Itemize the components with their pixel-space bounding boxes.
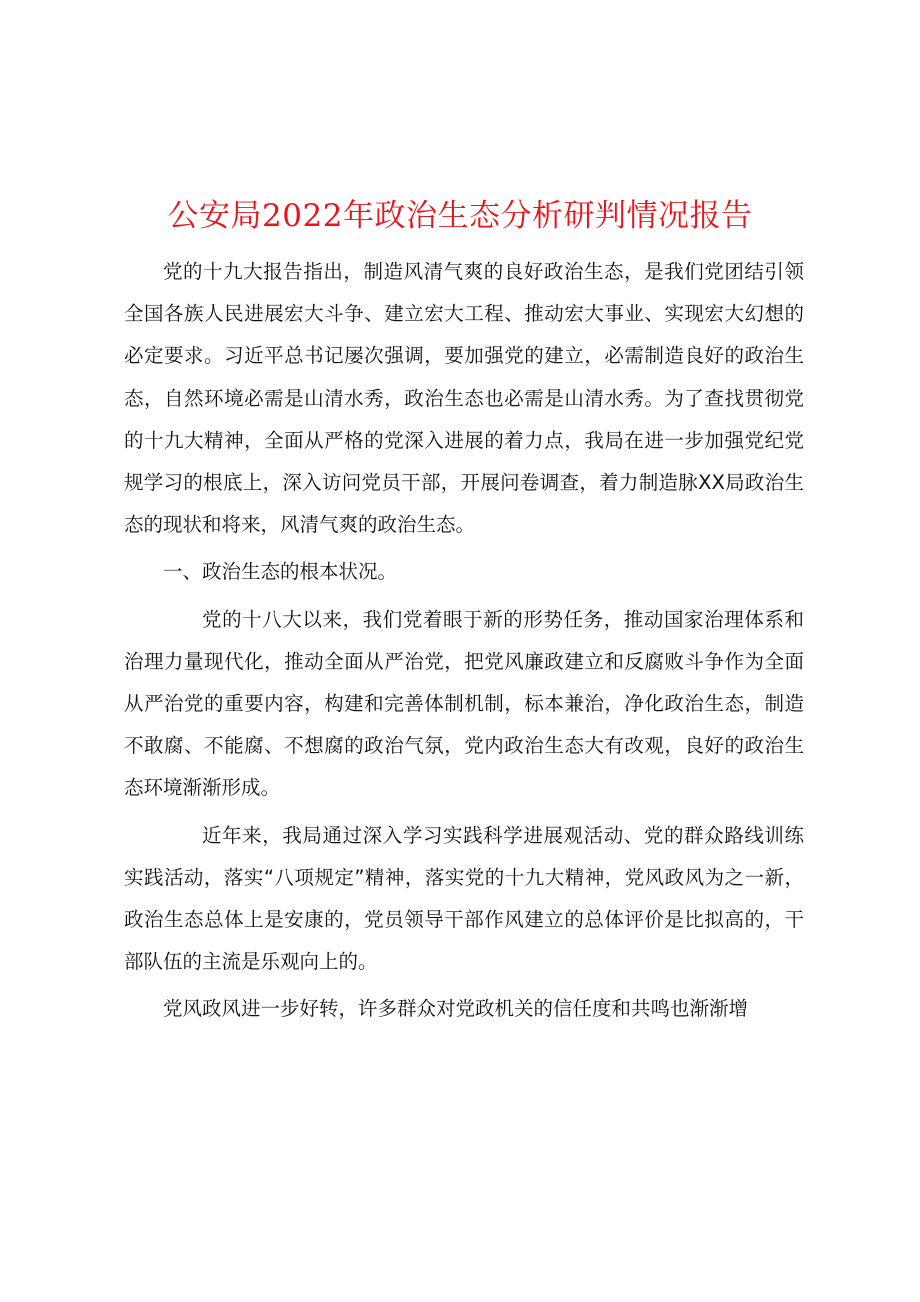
paragraph-intro: 党的十九大报告指出，制造风清气爽的良好政治生态，是我们党团结引领全国各族人民进展宏大斗争、建立宏大工程、推动宏大事业、实现宏大幻想的必定要求。习近平总书记屡次强调，要加强党的建立，必需制造良好的政治生态，自然环境必需是山清水秀，政治生态也必需是山清水秀。为了查找贯彻党的十九大精神，全面从严格的党深入进展的着力点，我局在进一步加强党纪党规学习的根底上，深入访问党员干部，开展问卷调查，着力制造脉XX局政治生态的现状和将来，风清气爽的政治生态。 [124,260,804,537]
paragraph-eighteenth-congress: 党的十八大以来，我们党着眼于新的形势任务，推动国家治理体系和治理力量现代化，推动全面从严治党，把党风廉政建立和反腐败斗争作为全面从严治党的重要内容，构建和完善体制机制，标本兼治，净化政治生态，制造不敢腐、不能腐、不想腐的政治气氛，党内政治生态大有改观，良好的政治生态环境渐渐形成。 [124,607,804,800]
document-body [124,251,804,1031]
section-heading-1: 一、政治生态的根本状况。 [163,560,398,584]
paragraph-party-style: 党风政风进一步好转，许多群众对党政机关的信任度和共鸣也渐渐增 [163,997,749,1021]
document-title: 公安局2022年政治生态分析研判情况报告 [167,198,753,234]
paragraph-recent-years: 近年来，我局通过深入学习实践科学进展观活动、党的群众路线训练实践活动，落实“八项规定”精神，落实党的十九大精神，党风政风为之一新，政治生态总体上是安康的，党员领导干部作风建立的总体评价是比拟高的，干部队伍的主流是乐观向上的。 [124,823,804,974]
